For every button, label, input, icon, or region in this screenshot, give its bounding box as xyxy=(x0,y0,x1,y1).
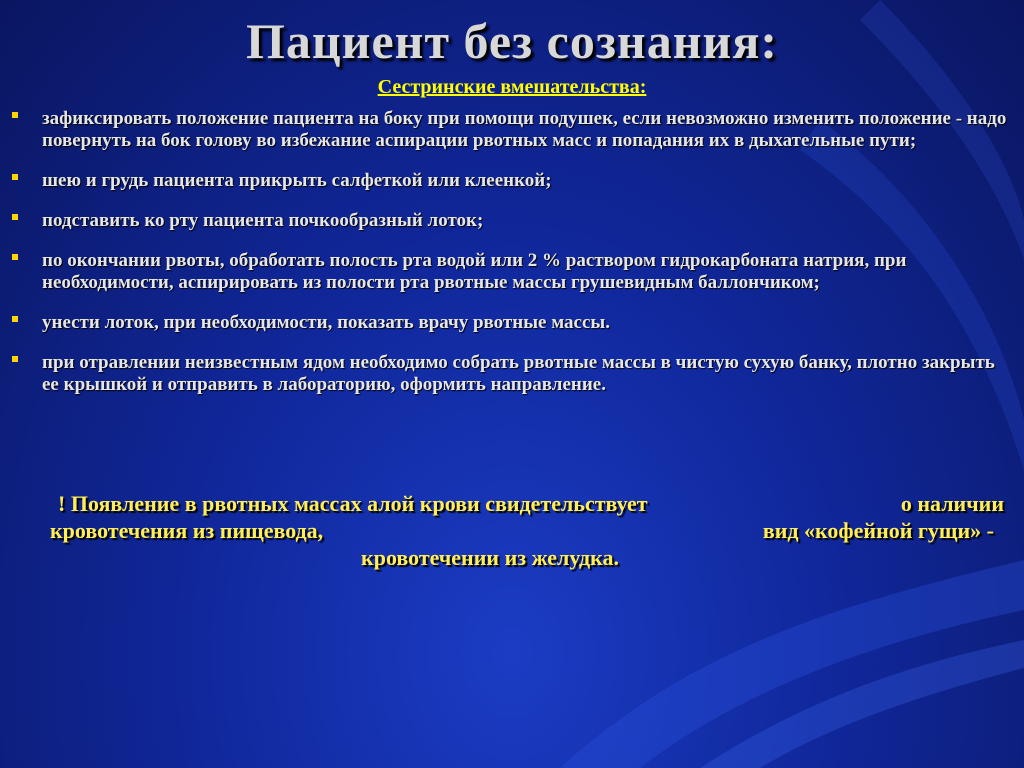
list-item-text: подставить ко рту пациента почкообразный лоток; xyxy=(42,210,484,231)
subtitle: Сестринские вмешательства: xyxy=(377,76,647,98)
note-line1-left: ! Появление в рвотных массах алой крови свидетельствует xyxy=(58,491,648,516)
square-bullet-icon xyxy=(12,214,18,220)
square-bullet-icon xyxy=(12,356,18,362)
note-line1-right: о наличии xyxy=(900,491,1004,516)
bullet-list xyxy=(12,108,1012,414)
list-item-text: шею и грудь пациента прикрыть салфеткой или клеенкой; xyxy=(42,170,552,191)
square-bullet-icon xyxy=(12,316,18,322)
list-item xyxy=(12,312,1012,334)
list-item-text: унести лоток, при необходимости, показать врачу рвотные массы. xyxy=(42,312,610,333)
page-title: Пациент без сознания: xyxy=(245,13,779,69)
note-line3: кровотечении из желудка. xyxy=(361,545,619,570)
list-item xyxy=(12,170,1012,192)
list-item-text: зафиксировать положение пациента на боку при помощи подушек, если невозможно изменить положение - надо повернуть на бок голову во избежание аспирации рвотных масс и попадания их в дыхательные пути; xyxy=(42,108,1007,151)
list-item-text: по окончании рвоты, обработать полость рта водой или 2 % раствором гидрокарбоната натрия, при необходимости, аспирировать из полости рта рвотные массы грушевидным баллончиком; xyxy=(42,250,907,293)
note-line2-left: кровотечения из пищевода, xyxy=(50,518,324,543)
list-item xyxy=(12,250,1012,294)
note-line2-right: вид «кофейной гущи» - xyxy=(762,518,994,543)
list-item-text: при отравлении неизвестным ядом необходимо собрать рвотные массы в чистую сухую банку, плотно закрыть ее крышкой и отправить в лабораторию, оформить направление. xyxy=(42,352,995,395)
list-item xyxy=(12,210,1012,232)
list-item xyxy=(12,108,1012,152)
list-item xyxy=(12,352,1012,396)
warning-note xyxy=(50,490,1010,571)
square-bullet-icon xyxy=(12,112,18,118)
square-bullet-icon xyxy=(12,254,18,260)
square-bullet-icon xyxy=(12,174,18,180)
